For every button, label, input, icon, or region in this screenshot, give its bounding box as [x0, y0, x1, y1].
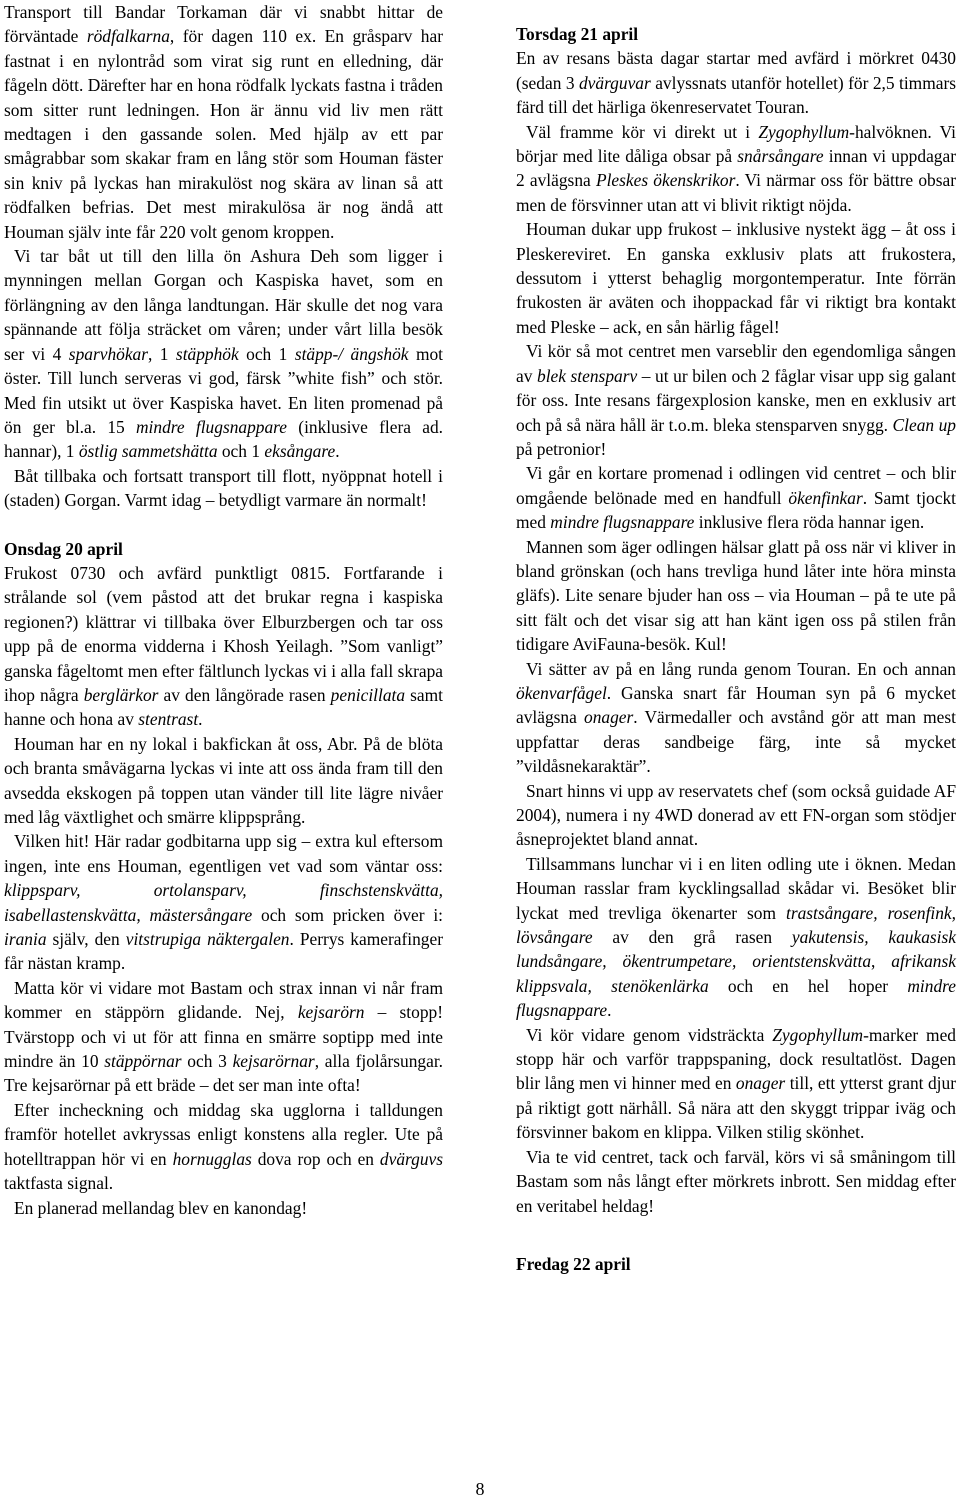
species-name: Zygophyllum — [758, 121, 850, 142]
left-column — [4, 0, 443, 1220]
species-name: penicillata — [330, 684, 406, 705]
day-heading-onsdag: Onsdag 20 april — [4, 538, 123, 559]
species-name: blek stensparv — [537, 365, 638, 386]
species-name: mindre flugsnappare — [550, 512, 695, 533]
species-name: onager — [735, 1073, 786, 1094]
paragraph: Tillsammans lunchar vi i en liten odling ute i öknen. Medan Houman rasslar fram kycklingsallad skådar vi. Besöket blir lyckat med trevliga ökenarter som trastsångare, rosenfink, lövsångare av den grå rasen yakutensis, kaukasisk lundsångare, ökentrumpetare, orientstenskvätta, afrikansk klippsvala, stenökenlärka och en hel hoper mindre flugsnappare. — [516, 853, 956, 1021]
species-name: stentrast — [138, 709, 199, 730]
paragraph: Frukost 0730 och avfärd punktligt 0815. Fortfarande i strålande sol (vem påstod att det brukar regna i kaspiska regionen?) klättrar vi tillbaka över Elburzbergen och tar oss upp på de enorma vidderna i Khosh Yeilagh. ”Som vanligt” ganska fågeltomt men efter fältlunch lyckas vi i alla fall skrapa ihop några berglärkor av den långörade rasen penicillata samt hanne och hona av stentrast. — [4, 562, 443, 730]
species-name: ökenfinkar — [788, 487, 863, 508]
species-name: hornugglas — [172, 1148, 252, 1169]
paragraph: Snart hinns vi upp av reservatets chef (som också guidade AF 2004), numera i ny 4WD donerad av ett FN-organ som stödjer åsneprojektet bland annat. — [516, 780, 956, 850]
species-name: snårsångare — [737, 146, 824, 167]
species-name: vitstrupiga näktergalen — [125, 929, 290, 950]
species-name: eksångare — [264, 441, 336, 462]
species-name: sparvhökar — [68, 343, 149, 364]
paragraph: Efter incheckning och middag ska ugglorna i talldungen framför hotellet avkryssas enligt konstens alla regler. Ute på hotelltrappan hör vi en hornugglas dova rop och en dvärguvs taktfasta signal. — [4, 1099, 444, 1194]
spacer — [516, 1218, 956, 1252]
species-name: ökenvarfågel — [516, 682, 607, 703]
species-name: mindre flugsnappare — [516, 975, 956, 1021]
paragraph: Houman har en ny lokal i bakfickan åt oss, Abr. På de blöta och branta småvägarna lyckas vi inte att oss ända fram till den avsedda ekskogen på toppen utan vänder till lite lägre nivåer med låg växtlighet och smärre klippsprång. — [4, 733, 443, 827]
paragraph: Vi kör så mot centret men varseblir den egendomliga sången av blek stensparv – ut ur bilen och 2 fåglar visar upp sig galant för oss. Inte resans färgexplosion kanske, men en exklusiv art och på så nära håll är t.o.m. bleka stensparven snygg. Clean up på petronior! — [516, 341, 957, 459]
paragraph: Vi kör vidare genom vidsträckta Zygophyllum-marker med stopp här och varför trappspaning, dock resultatlöst. Dagen blir lång men vi hinner med en onager till, ett ytterst grant djur på riktigt gott närhåll. Så nära att den skyggt trippar iväg och försvinner bakom en klippa. Vilken stilig skönhet. — [516, 1024, 956, 1143]
paragraph: Via te vid centret, tack och farväl, körs vi så småningom till Bastam som nås långt efter mörkrets inbrott. Sen middag efter en veritabel heldag! — [516, 1146, 956, 1216]
species-name: yakutensis, kaukasisk lundsångare, ökentrumpetare, orientstenskvätta — [516, 927, 956, 972]
species-name: Zygophyllum — [772, 1024, 864, 1045]
species-name: berglärkor — [83, 684, 159, 705]
species-name: Clean up — [892, 414, 957, 435]
paragraph: En av resans bästa dagar startar med avfärd i mörkret 0430 (sedan 3 dvärguvar avlyssnats utanför hotellet) för 2,5 timmars färd till det härliga ökenreservatet Touran. — [516, 48, 956, 118]
species-name: östlig sammetshätta — [78, 441, 218, 462]
species-name: stäppörnar — [104, 1051, 182, 1072]
species-name: trastsångare, rosenfink, lövsångare — [516, 902, 956, 948]
paragraph: Vi sätter av på en lång runda genom Touran. En och annan ökenvarfågel. Ganska snart får Houman syn på 6 mycket avlägsna onager. Värmedaller och avstånd gör att man mest uppfattar deras sandbeige färg, inte så mycket ”vildåsnekaraktär”. — [516, 658, 956, 777]
species-name: rödfalkarna — [86, 26, 170, 47]
paragraph: En planerad mellandag blev en kanondag! — [14, 1197, 308, 1218]
paragraph: Houman dukar upp frukost – inklusive nystekt ägg – åt oss i Pleskereviret. En ganska exklusiv plats att frukostera, dessutom i ytterst behaglig morgontemperatur. Inte förrän frukosten är aväten och ihoppackad får vi riktigt bra kontakt med Pleske – ack, en sån härlig fågel! — [516, 219, 956, 337]
species-name: kejsarörnar — [232, 1051, 315, 1072]
day-heading-torsdag: Torsdag 21 april — [516, 24, 639, 44]
species-name: irania — [4, 929, 47, 950]
species-name: onager — [584, 707, 634, 728]
species-name: mindre flugsnappare — [136, 416, 288, 437]
species-name: stäpphök — [175, 343, 239, 364]
species-name: dvärguvs — [379, 1148, 444, 1169]
paragraph: Transport till Bandar Torkaman där vi snabbt hittar de förväntade rödfalkarna, för dagen 110 ex. En gråsparv har fastnat i en nylontråd som virat sig runt en elledning, där fågeln dött. Därefter har en hona rödfalk lyckats fastna i tråden som sitter runt ledningen. Hon är ännu vid liv men rätt medtagen i den gassande solen. Med hjälp av ett par smågrabbar som skakar fram en lång stör som Houman fäster sin kniv på lyckas han mirakulöst nog skära av linan så att rödfalken befrias. Det mest mirakulösa är nog ändå att Houman själv inte får 220 volt genom kroppen. — [4, 2, 443, 242]
species-name: kejsarörn — [297, 1002, 365, 1023]
page-number: 8 — [475, 1479, 485, 1499]
paragraph: Mannen som äger odlingen hälsar glatt på oss när vi kliver in bland grönskan (och hans trevliga hund låter inte höra minsta gläfs). Lite senare bjuder han oss – via Houman – på te ute på sitt fält och det visar sig att han känt igen oss på stilen från tidigare AviFauna-besök. Kul! — [516, 536, 956, 655]
paragraph: Matta kör vi vidare mot Bastam och strax innan vi når fram kommer en stäppörn glidande. Nej, kejsarörn – stopp! Tvärstopp och vi ut för att finna en smärre soptipp med inte mindre än 10 stäppörnar och 3 kejsarörnar, alla fjolårsungar. Tre kejsarörnar på ett bräde – det ser man inte ofta! — [4, 977, 444, 1096]
right-column — [516, 22, 956, 1276]
spacer — [4, 513, 443, 537]
species-name: dvärguvar — [578, 72, 651, 93]
species-name: afrikansk klippsvala, stenökenlärka — [516, 951, 956, 996]
species-name: Pleskes ökenskrikor — [595, 170, 736, 191]
day-heading-fredag: Fredag 22 april — [516, 1253, 631, 1274]
species-name: stäpp-/ ängshök — [294, 343, 409, 364]
paragraph: Vilken hit! Här radar godbitarna upp sig – extra kul eftersom ingen, inte ens Houman, egentligen vet vad som väntar oss: klippsparv, ortolansparv, finschstenskvätta, isabellastenskvätta, mästersångare och som pricken över i: irania själv, den vitstrupiga näktergalen. Perrys kamerafinger får nästan kramp. — [4, 831, 443, 974]
paragraph: Väl framme kör vi direkt ut i Zygophyllum-halvöknen. Vi börjar med lite dåliga obsar på snårsångare innan vi uppdagar 2 avlägsna Pleskes ökenskrikor. Vi närmar oss för bättre obsar men de försvinner utan att vi blivit riktigt nöjda. — [516, 121, 957, 215]
paragraph: Båt tillbaka och fortsatt transport till flott, nyöppnat hotell i (staden) Gorgan. Varmt idag – betydligt varmare än normalt! — [4, 465, 443, 511]
species-name: klippsparv, ortolansparv, finschstenskvätta, isabellastenskvätta, mästersångare — [4, 880, 443, 925]
paragraph: Vi går en kortare promenad i odlingen vid centret – och blir omgående belönade med en handfull ökenfinkar. Samt tjockt med mindre flugsnappare inklusive flera röda hannar igen. — [516, 463, 956, 533]
paragraph: Vi tar båt ut till den lilla ön Ashura Deh som ligger i mynningen mellan Gorgan och Kaspiska havet, som en förlängning av den långa landtungan. Här skulle det nog vara spännande att följa sträcket om våren; under vårt lilla besök ser vi 4 sparvhökar, 1 stäpphök och 1 stäpp-/ ängshök mot öster. Till lunch serveras vi god, färsk ”white fish” och stör. Med fin utsikt ut över Kaspiska havet. En liten promenad på ön ger bl.a. 15 mindre flugsnappare (inklusive flera ad. hannar), 1 östlig sammetshätta och 1 eksångare. — [4, 246, 443, 462]
